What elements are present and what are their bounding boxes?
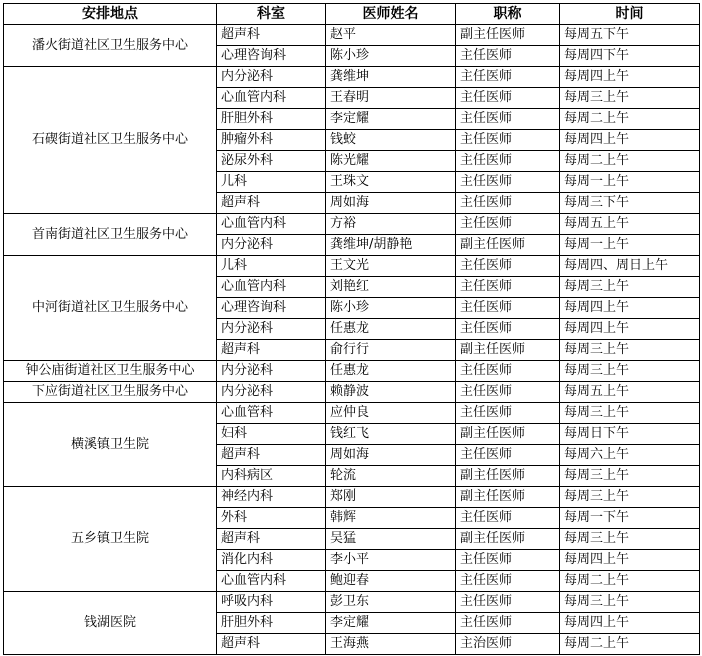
schedule-table [3, 3, 700, 655]
time-cell: 每周四上午 [560, 130, 700, 151]
time-cell: 每周一上午 [560, 235, 700, 256]
doctor-name-cell: 赖静波 [326, 382, 456, 403]
time-cell: 每周三上午 [560, 487, 700, 508]
department-cell: 肿瘤外科 [217, 130, 326, 151]
department-cell: 内分泌科 [217, 67, 326, 88]
location-cell: 钟公庙街道社区卫生服务中心 [4, 361, 217, 382]
header-title: 职称 [456, 4, 560, 25]
time-cell: 每周三上午 [560, 529, 700, 550]
title-cell: 主任医师 [456, 151, 560, 172]
time-cell: 每周三上午 [560, 340, 700, 361]
table-row [4, 25, 700, 46]
department-cell: 外科 [217, 508, 326, 529]
doctor-name-cell: 陈光耀 [326, 151, 456, 172]
header-location: 安排地点 [4, 4, 217, 25]
time-cell: 每周三上午 [560, 277, 700, 298]
table-row [4, 214, 700, 235]
doctor-name-cell: 任惠龙 [326, 319, 456, 340]
title-cell: 主任医师 [456, 172, 560, 193]
title-cell: 副主任医师 [456, 235, 560, 256]
doctor-name-cell: 王春明 [326, 88, 456, 109]
time-cell: 每周二上午 [560, 109, 700, 130]
title-cell: 主任医师 [456, 109, 560, 130]
title-cell: 副主任医师 [456, 466, 560, 487]
header-doctor-name: 医师姓名 [326, 4, 456, 25]
title-cell: 副主任医师 [456, 25, 560, 46]
doctor-name-cell: 钱蛟 [326, 130, 456, 151]
doctor-name-cell: 应仲良 [326, 403, 456, 424]
time-cell: 每周五下午 [560, 25, 700, 46]
doctor-name-cell: 王文光 [326, 256, 456, 277]
header-department: 科室 [217, 4, 326, 25]
title-cell: 主任医师 [456, 403, 560, 424]
title-cell: 主任医师 [456, 361, 560, 382]
title-cell: 主任医师 [456, 130, 560, 151]
doctor-name-cell: 李小平 [326, 550, 456, 571]
department-cell: 心血管内科 [217, 277, 326, 298]
doctor-name-cell: 周如海 [326, 445, 456, 466]
department-cell: 内分泌科 [217, 319, 326, 340]
table-row [4, 592, 700, 613]
department-cell: 内科病区 [217, 466, 326, 487]
title-cell: 主任医师 [456, 277, 560, 298]
title-cell: 主任医师 [456, 445, 560, 466]
time-cell: 每周四上午 [560, 319, 700, 340]
department-cell: 超声科 [217, 445, 326, 466]
time-cell: 每周二上午 [560, 151, 700, 172]
time-cell: 每周四、周日上午 [560, 256, 700, 277]
time-cell: 每周三上午 [560, 88, 700, 109]
doctor-name-cell: 刘艳红 [326, 277, 456, 298]
location-cell: 钱湖医院 [4, 592, 217, 655]
time-cell: 每周一上午 [560, 172, 700, 193]
time-cell: 每周三上午 [560, 592, 700, 613]
doctor-name-cell: 陈小珍 [326, 46, 456, 67]
time-cell: 每周五上午 [560, 382, 700, 403]
time-cell: 每周四上午 [560, 298, 700, 319]
header-row [4, 4, 700, 25]
location-cell: 中河街道社区卫生服务中心 [4, 256, 217, 361]
location-cell: 潘火街道社区卫生服务中心 [4, 25, 217, 67]
department-cell: 心理咨询科 [217, 298, 326, 319]
doctor-name-cell: 李定耀 [326, 613, 456, 634]
table-row [4, 487, 700, 508]
department-cell: 超声科 [217, 193, 326, 214]
table-row [4, 382, 700, 403]
time-cell: 每周日下午 [560, 424, 700, 445]
table-row [4, 361, 700, 382]
time-cell: 每周一下午 [560, 508, 700, 529]
time-cell: 每周二上午 [560, 571, 700, 592]
doctor-name-cell: 吴猛 [326, 529, 456, 550]
department-cell: 心血管内科 [217, 214, 326, 235]
doctor-name-cell: 龚维坤 [326, 67, 456, 88]
time-cell: 每周三上午 [560, 361, 700, 382]
title-cell: 主任医师 [456, 571, 560, 592]
title-cell: 副主任医师 [456, 340, 560, 361]
doctor-name-cell: 钱红飞 [326, 424, 456, 445]
time-cell: 每周六上午 [560, 445, 700, 466]
doctor-name-cell: 王珠文 [326, 172, 456, 193]
department-cell: 心血管内科 [217, 88, 326, 109]
title-cell: 副主任医师 [456, 487, 560, 508]
title-cell: 主任医师 [456, 382, 560, 403]
location-cell: 首南街道社区卫生服务中心 [4, 214, 217, 256]
table-row [4, 67, 700, 88]
doctor-name-cell: 俞行行 [326, 340, 456, 361]
schedule-body [4, 25, 700, 655]
department-cell: 超声科 [217, 25, 326, 46]
time-cell: 每周三上午 [560, 466, 700, 487]
time-cell: 每周四上午 [560, 613, 700, 634]
doctor-name-cell: 王海燕 [326, 634, 456, 655]
department-cell: 泌尿外科 [217, 151, 326, 172]
title-cell: 副主任医师 [456, 424, 560, 445]
department-cell: 超声科 [217, 634, 326, 655]
title-cell: 主任医师 [456, 508, 560, 529]
doctor-name-cell: 赵平 [326, 25, 456, 46]
department-cell: 内分泌科 [217, 235, 326, 256]
time-cell: 每周三下午 [560, 193, 700, 214]
department-cell: 肝胆外科 [217, 109, 326, 130]
title-cell: 主任医师 [456, 193, 560, 214]
title-cell: 主任医师 [456, 67, 560, 88]
doctor-name-cell: 轮流 [326, 466, 456, 487]
department-cell: 肝胆外科 [217, 613, 326, 634]
title-cell: 主任医师 [456, 214, 560, 235]
location-cell: 石碶街道社区卫生服务中心 [4, 67, 217, 214]
doctor-name-cell: 陈小珍 [326, 298, 456, 319]
department-cell: 消化内科 [217, 550, 326, 571]
title-cell: 主治医师 [456, 634, 560, 655]
doctor-name-cell: 周如海 [326, 193, 456, 214]
doctor-name-cell: 韩辉 [326, 508, 456, 529]
doctor-name-cell: 方裕 [326, 214, 456, 235]
header-time: 时间 [560, 4, 700, 25]
table-row [4, 256, 700, 277]
department-cell: 心血管内科 [217, 571, 326, 592]
location-cell: 横溪镇卫生院 [4, 403, 217, 487]
doctor-name-cell: 龚维坤/胡静艳 [326, 235, 456, 256]
department-cell: 心理咨询科 [217, 46, 326, 67]
title-cell: 主任医师 [456, 256, 560, 277]
title-cell: 主任医师 [456, 88, 560, 109]
department-cell: 呼吸内科 [217, 592, 326, 613]
doctor-name-cell: 任惠龙 [326, 361, 456, 382]
title-cell: 主任医师 [456, 319, 560, 340]
title-cell: 副主任医师 [456, 529, 560, 550]
time-cell: 每周五上午 [560, 214, 700, 235]
doctor-name-cell: 彭卫东 [326, 592, 456, 613]
doctor-name-cell: 郑刚 [326, 487, 456, 508]
title-cell: 主任医师 [456, 46, 560, 67]
department-cell: 超声科 [217, 340, 326, 361]
department-cell: 内分泌科 [217, 361, 326, 382]
title-cell: 主任医师 [456, 298, 560, 319]
department-cell: 神经内科 [217, 487, 326, 508]
time-cell: 每周四上午 [560, 550, 700, 571]
doctor-name-cell: 鲍迎春 [326, 571, 456, 592]
department-cell: 妇科 [217, 424, 326, 445]
department-cell: 超声科 [217, 529, 326, 550]
time-cell: 每周三上午 [560, 403, 700, 424]
time-cell: 每周四下午 [560, 46, 700, 67]
time-cell: 每周四上午 [560, 67, 700, 88]
department-cell: 儿科 [217, 172, 326, 193]
table-row [4, 403, 700, 424]
location-cell: 下应街道社区卫生服务中心 [4, 382, 217, 403]
department-cell: 内分泌科 [217, 382, 326, 403]
title-cell: 主任医师 [456, 550, 560, 571]
department-cell: 儿科 [217, 256, 326, 277]
location-cell: 五乡镇卫生院 [4, 487, 217, 592]
title-cell: 主任医师 [456, 592, 560, 613]
doctor-name-cell: 李定耀 [326, 109, 456, 130]
time-cell: 每周二上午 [560, 634, 700, 655]
department-cell: 心血管科 [217, 403, 326, 424]
title-cell: 主任医师 [456, 613, 560, 634]
